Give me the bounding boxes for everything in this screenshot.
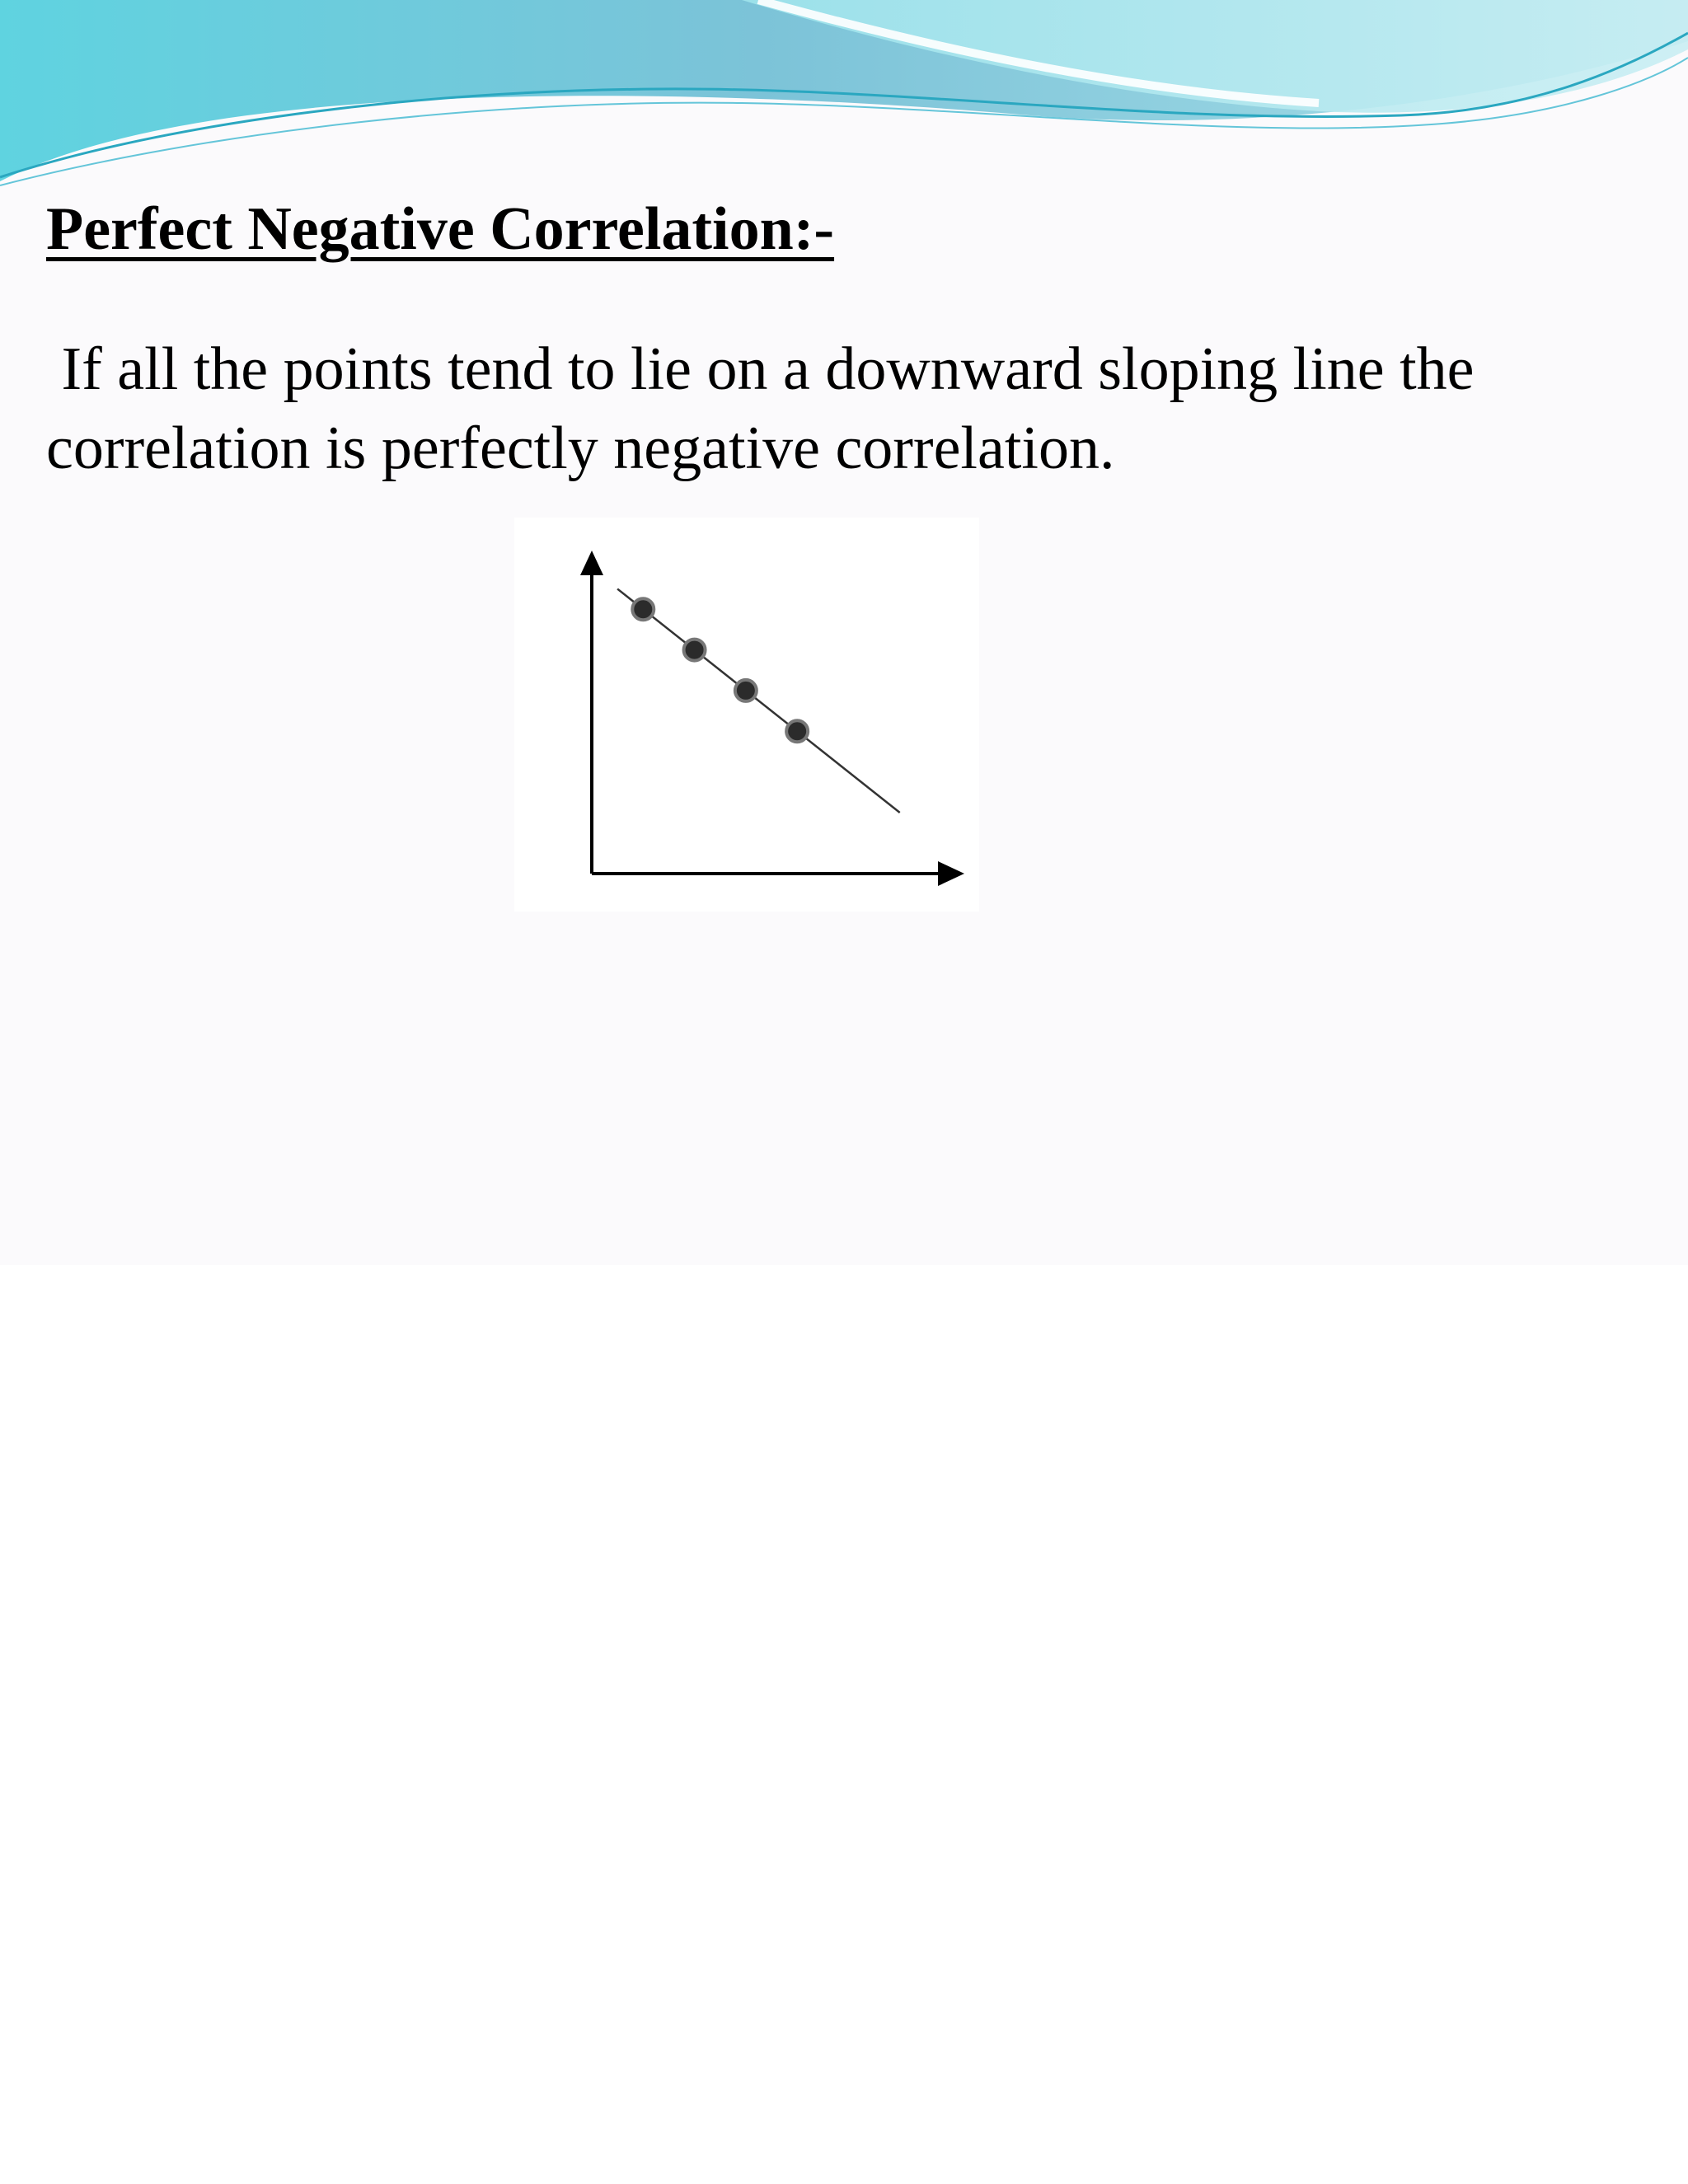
data-point xyxy=(735,680,757,701)
y-axis-arrow-icon xyxy=(580,551,603,575)
data-point xyxy=(632,598,654,620)
trend-line xyxy=(617,589,900,813)
decorative-wave-banner xyxy=(0,0,1688,198)
data-point xyxy=(684,640,706,661)
slide-title: Perfect Negative Correlation:- xyxy=(46,195,835,263)
x-axis-arrow-icon xyxy=(938,861,964,886)
scatter-chart-svg xyxy=(514,518,979,912)
data-point xyxy=(786,720,808,742)
slide-body-text: If all the points tend to lie on a downward sloping line the correlation is perfectly negative correlation. xyxy=(46,335,1489,482)
scatter-chart xyxy=(514,518,979,912)
